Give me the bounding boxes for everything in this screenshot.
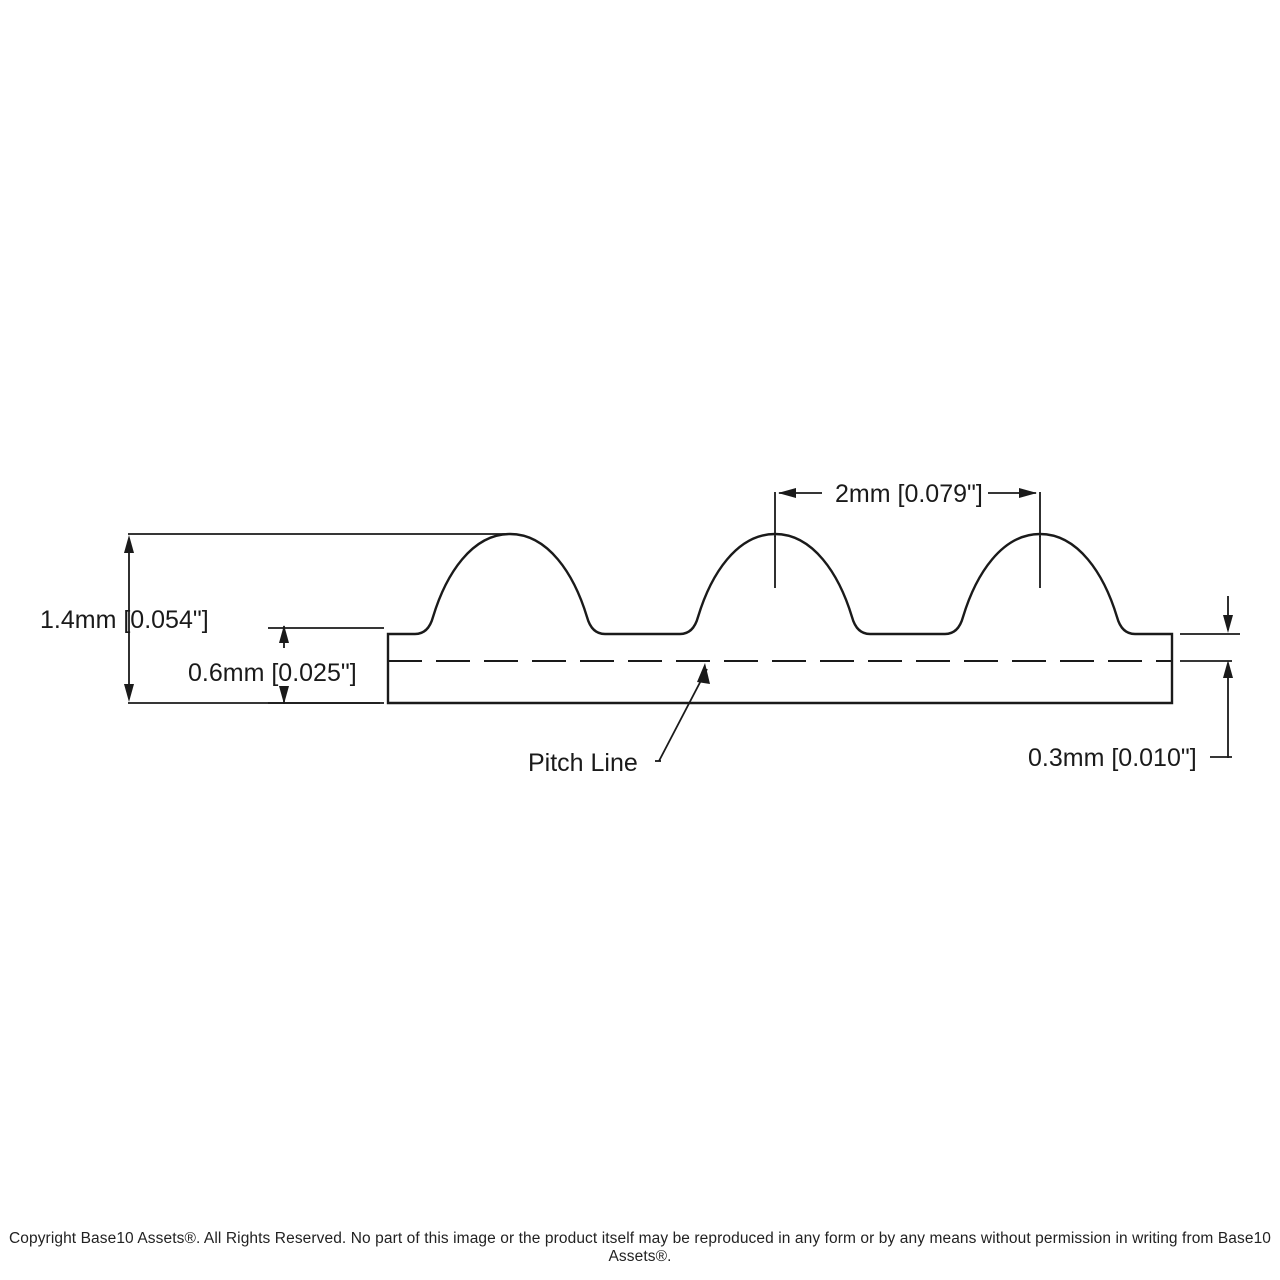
pitch-line-label: Pitch Line bbox=[528, 749, 638, 777]
dimension-pitch-label: 2mm [0.079"] bbox=[835, 480, 983, 508]
dimension-backing-thickness-label: 0.6mm [0.025"] bbox=[188, 659, 357, 687]
belt-profile-outline bbox=[388, 534, 1172, 703]
copyright-notice: Copyright Base10 Assets®. All Rights Reserved. No part of this image or the product itself may be reproduced in any form or by any means without permission in writing from Base10 Assets®. bbox=[8, 1230, 1272, 1265]
dimension-backing-thickness bbox=[188, 625, 384, 704]
pitch-line-callout bbox=[528, 663, 710, 777]
dimension-pitch-offset-label: 0.3mm [0.010"] bbox=[1028, 744, 1197, 772]
dimension-total-thickness-label: 1.4mm [0.054"] bbox=[40, 606, 209, 634]
dimension-pitch-offset bbox=[1028, 596, 1240, 772]
dimension-tooth-pitch bbox=[775, 480, 1040, 588]
